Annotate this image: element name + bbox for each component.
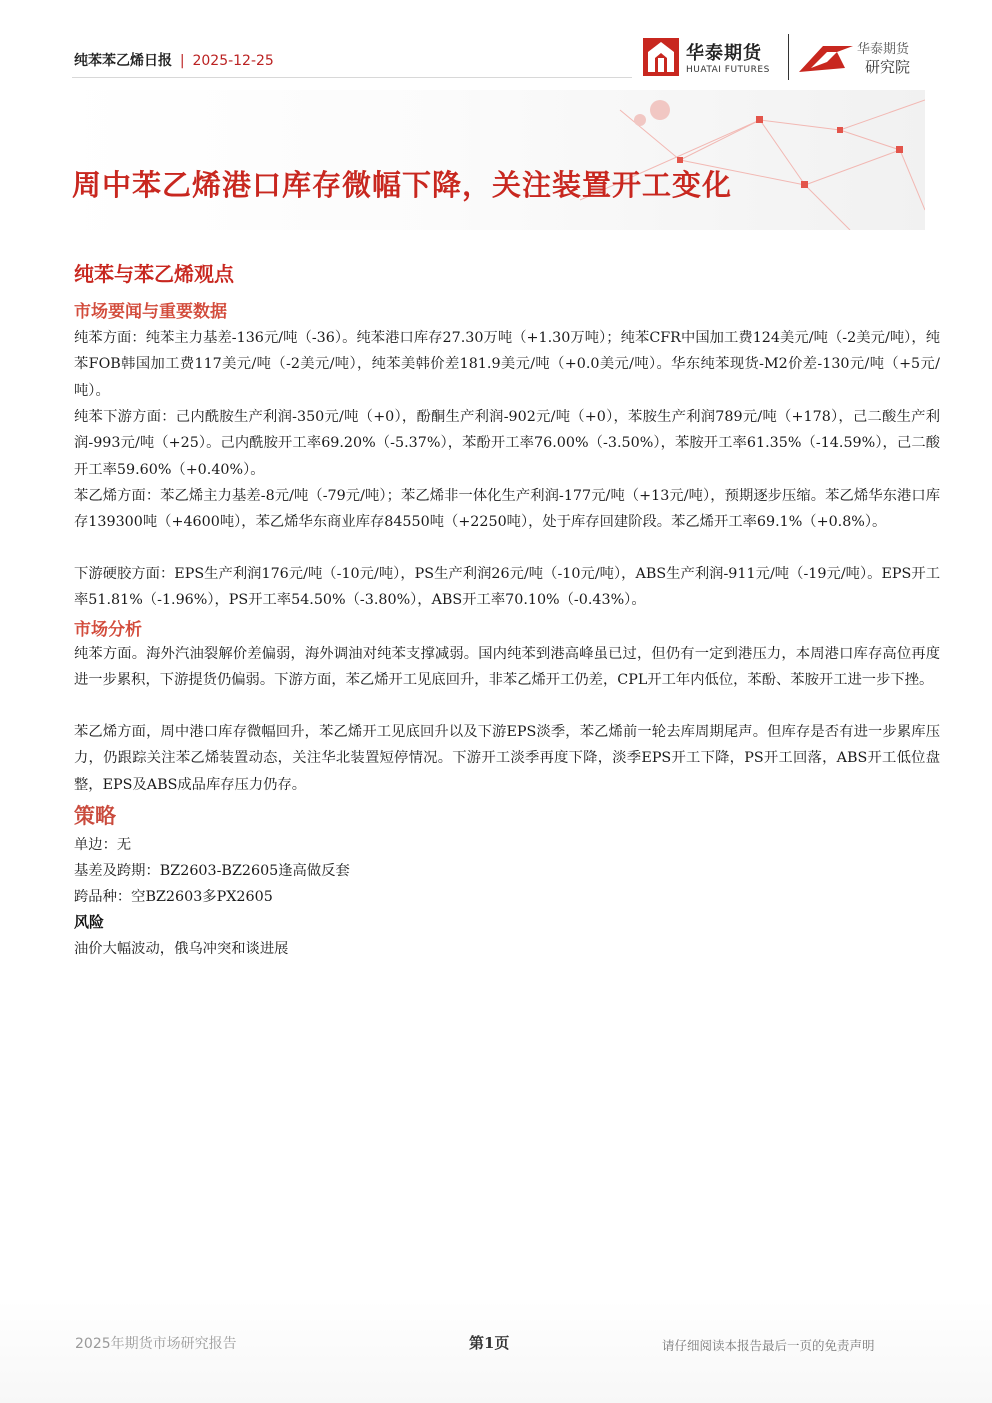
company-name-en: HUATAI FUTURES bbox=[686, 65, 770, 75]
analysis-paragraph-benzene: 纯苯方面。海外汽油裂解价差偏弱，海外调油对纯苯支撑减弱。国内纯苯到港高峰虽已过，但仍有一定到港压力，本周港口库存高位再度进一步累积，下游提货仍偏弱。下游方面，苯乙烯开工见底回升，非苯乙烯开工仍差，CPL开工年内低位，苯酚、苯胺开工进一步下挫。 bbox=[74, 646, 940, 689]
institute-line1: 华泰期货 bbox=[857, 42, 910, 57]
strategy-single-side: 单边：无 bbox=[74, 837, 132, 853]
risk-heading: 风险 bbox=[74, 913, 105, 931]
report-name: 纯苯苯乙烯日报 bbox=[74, 53, 172, 69]
market-analysis-heading: 市场分析 bbox=[74, 620, 142, 640]
news-paragraph-styrene: 苯乙烯方面：苯乙烯主力基差-8元/吨（-79元/吨）；苯乙烯非一体化生产利润-177元/吨（+13元/吨），预期逐步压缩。苯乙烯华东港口库存139300吨（+4600吨），苯乙烯华东商业库存84550吨（+2250吨），处于库存回建阶段。苯乙烯开工率69.1%（+0.8%）。 bbox=[74, 488, 940, 531]
section-title: 纯苯与苯乙烯观点 bbox=[74, 262, 234, 286]
report-date: 2025-12-25 bbox=[192, 53, 274, 69]
market-news-heading: 市场要闻与重要数据 bbox=[74, 302, 227, 322]
huatai-futures-logo bbox=[643, 38, 783, 80]
institute-line2: 研究院 bbox=[865, 58, 911, 76]
network-decoration-icon bbox=[60, 90, 925, 230]
strategy-heading: 策略 bbox=[74, 804, 116, 828]
news-paragraph-benzene-downstream: 纯苯下游方面：己内酰胺生产利润-350元/吨（+0），酚酮生产利润-902元/吨（+0），苯胺生产利润789元/吨（+178），己二酸生产利润-993元/吨（+25）。己内酰胺开工率69.20%（-5.37%），苯酚开工率76.00%（-3.50%），苯胺开工率61.35%（-14.59%），己二酸开工率59.60%（+0.40%）。 bbox=[74, 409, 940, 478]
company-name-cn: 华泰期货 bbox=[686, 43, 762, 64]
strategy-cross-variety: 跨品种：空BZ2603多PX2605 bbox=[74, 889, 273, 905]
institute-logo bbox=[797, 36, 927, 80]
news-paragraph-benzene: 纯苯方面：纯苯主力基差-136元/吨（-36）。纯苯港口库存27.30万吨（+1.30万吨）；纯苯CFR中国加工费124美元/吨（-2美元/吨），纯苯FOB韩国加工费117美元/吨（-2美元/吨），纯苯美韩价差181.9美元/吨（+0.0美元/吨）。华东纯苯现货-M2价差-130元/吨（+5元/吨）。 bbox=[74, 330, 940, 399]
risk-text: 油价大幅波动，俄乌冲突和谈进展 bbox=[74, 941, 289, 957]
news-paragraph-hard-plastics: 下游硬胶方面：EPS生产利润176元/吨（-10元/吨），PS生产利润26元/吨（-10元/吨），ABS生产利润-911元/吨（-19元/吨）。EPS开工率51.81%（-1.96%），PS开工率54.50%（-3.80%），ABS开工率70.10%（-0.43%）。 bbox=[74, 566, 940, 609]
header-rule bbox=[72, 77, 632, 78]
logo-divider bbox=[788, 34, 789, 80]
footer-report-label: 2025年期货市场研究报告 bbox=[75, 1336, 237, 1352]
huatai-logo-mark-icon bbox=[643, 38, 679, 76]
strategy-spread: 基差及跨期：BZ2603-BZ2605逢高做反套 bbox=[74, 863, 350, 879]
page-title: 周中苯乙烯港口库存微幅下降，关注装置开工变化 bbox=[72, 168, 733, 202]
report-header bbox=[74, 50, 274, 70]
header-separator: | bbox=[179, 53, 185, 69]
institute-logo-icon bbox=[797, 38, 855, 76]
page-number: 第1页 bbox=[469, 1334, 510, 1352]
analysis-paragraph-styrene: 苯乙烯方面，周中港口库存微幅回升，苯乙烯开工见底回升以及下游EPS淡季，苯乙烯前一轮去库周期尾声。但库存是否有进一步累库压力，仍跟踪关注苯乙烯装置动态，关注华北装置短停情况。下游开工淡季再度下降，淡季EPS开工下降，PS开工回落，ABS开工低位盘整，EPS及ABS成品库存压力仍存。 bbox=[74, 724, 940, 793]
title-banner bbox=[60, 90, 925, 230]
disclaimer-note: 请仔细阅读本报告最后一页的免责声明 bbox=[662, 1338, 875, 1353]
